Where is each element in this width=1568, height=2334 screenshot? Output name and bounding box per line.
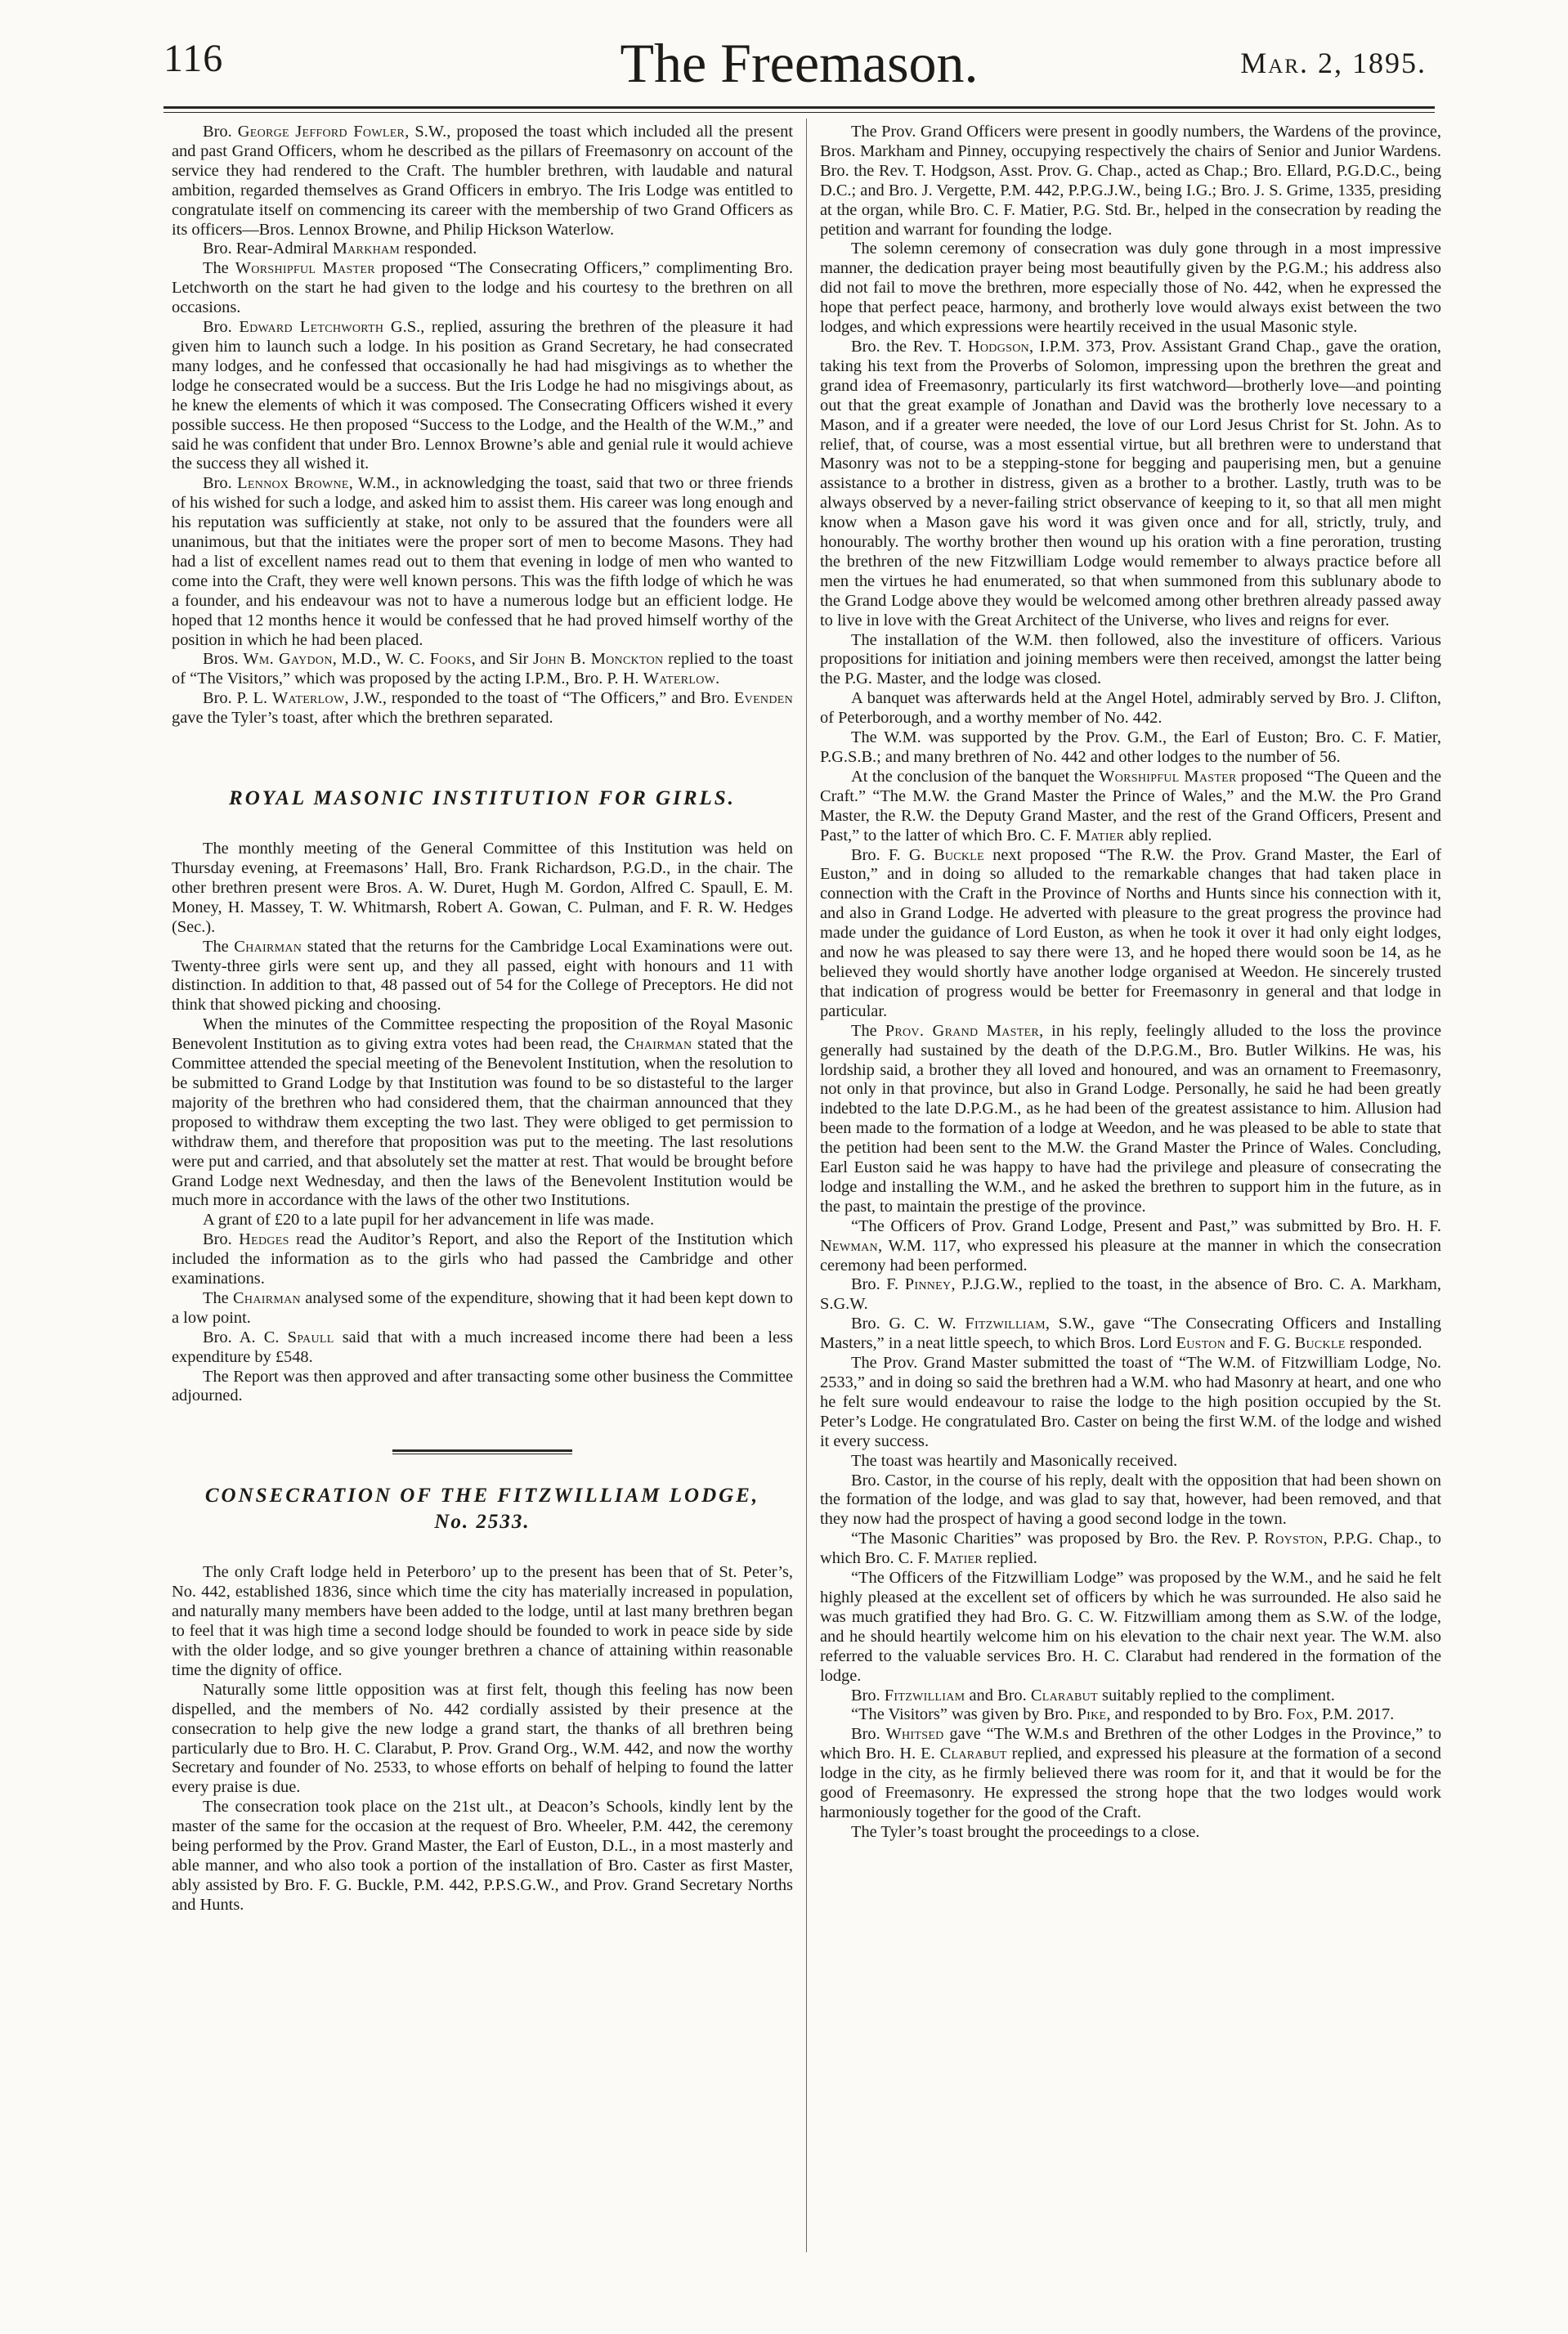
small-caps-name: Fitzwilliam <box>884 1686 965 1705</box>
text-run: Naturally some little opposition was at first felt, though this feeling has now been dispelled, and the members of No. 442 cordially assisted by their presence at the consecration to help give the new lodge a grand start, the thanks of all brethren being particularly due to Bro. H. C. Clarabut, P. Prov. Grand Org., W.M. 442, and now the worthy Secretary and founder of No. 2533, to whose efforts on behalf of helping to found the latter every praise is due. <box>172 1680 793 1797</box>
paragraph <box>820 689 1441 728</box>
text-run: Bro. F. <box>851 1275 905 1294</box>
paragraph <box>820 338 1441 631</box>
small-caps-name: Buckle <box>933 845 984 864</box>
text-run: replied. <box>983 1549 1037 1568</box>
paragraph <box>172 840 793 938</box>
small-caps-name: Chairman <box>233 1288 301 1307</box>
text-run: responded. <box>1345 1334 1422 1353</box>
text-run: The <box>203 1288 234 1307</box>
text-run: proposed “The Queen and the Craft.” “The M.W. the Grand Master the Prince of Wales,” and the M.W. the Pro Grand Master, the R.W. the Deputy Grand Master, and the rest of the Grand Officers, Present and Past,” to the latter of which Bro. C. F. <box>820 767 1441 844</box>
text-run: replied, and expressed his pleasure at the formation of a second lodge in the city, as he firmly believed there was room for it, and that it would be for the good of Freemasonry. He expressed the strong hope that the two lodges would work harmoniously together for the good of the Craft. <box>820 1745 1441 1821</box>
text-run: The consecration took place on the 21st ult., at Deacon’s Schools, kindly lent by the master of the same for the occasion at the request of Bro. Wheeler, P.M. 442, the ceremony being performed by the Prov. Grand Master, the Earl of Euston, D.L., in a most masterly and able manner, and who also took a portion of the installation of Bro. Caster as first Master, ably assisted by Bro. F. G. Buckle, P.M. 442, P.P.S.G.W., and Prov. Grand Secretary Norths and Hunts. <box>172 1798 793 1914</box>
small-caps-name: Matier <box>1075 826 1125 844</box>
text-run: , W.M., in acknowledging the toast, said that two or three friends of his wished for such a lodge, and asked him to assist them. His career was long enough and his reputation was sufficiently at stake, not only to be assured that the founders were all unanimous, but that the initiates were the proper sort of men to become Masons. They had had a list of excellent names read out to them that evening in lodge of men who wanted to come into the Craft, they were well known persons. This was the fifth lodge of which he was a founder, and his endeavour was not to have a numerous lodge but an efficient lodge. He hoped that 12 months hence it would be confessed that he had proved himself worthy of the position in which he had been placed. <box>172 474 793 649</box>
small-caps-name: Pike <box>1077 1705 1107 1724</box>
text-run: The installation of the W.M. then followed, also the investiture of officers. Various propositions for initiation and joining members were then received, amongst the latter being the P.G. Master, and the lodge was closed. <box>820 630 1441 688</box>
text-run: analysed some of the expenditure, showing that it had been kept down to a low point. <box>172 1288 793 1327</box>
header-rule <box>164 106 1435 109</box>
paragraph <box>172 1230 793 1289</box>
page-header <box>164 31 1435 105</box>
small-caps-name: Evenden <box>733 689 793 708</box>
paragraph <box>172 689 793 728</box>
paragraph <box>820 1217 1441 1276</box>
text-run: The <box>851 1021 885 1040</box>
small-caps-name: Hedges <box>239 1230 289 1249</box>
heading-text: ROYAL MASONIC INSTITUTION FOR GIRLS. <box>229 787 736 810</box>
text-run: “The Officers of the Fitzwilliam Lodge” was proposed by the W.M., and he said he felt highly pleased at the excellent set of officers by which he was surrounded. He also said he was much gratified they had Bro. G. C. W. Fitzwilliam among them as S.W. of the lodge, and he should heartily welcome him on his elevation to the chair next year. The W.M. also referred to the valuable services Bro. H. C. Clarabut had rendered in the formation of the lodge. <box>820 1569 1441 1685</box>
masthead-title: The Freemason. <box>620 32 979 94</box>
text-run: replied to the toast of “The Visitors,” which was proposed by the acting I.P.M., Bro. P. H. <box>172 650 793 688</box>
text-run: “The Officers of Prov. Grand Lodge, Present and Past,” was submitted by Bro. H. F. <box>851 1216 1441 1235</box>
small-caps-name: Prov. Grand Master <box>885 1021 1040 1040</box>
text-run: and F. G. <box>1225 1334 1295 1353</box>
small-caps-name: Buckle <box>1294 1334 1346 1353</box>
text-run: , P.J.G.W., replied to the toast, in the absence of Bro. C. A. Markham, S.G.W. <box>820 1275 1441 1314</box>
small-caps-name: Hodgson <box>967 337 1030 356</box>
text-run: , W.M. 117, who expressed his pleasure at the manner in which the consecration ceremony had been performed. <box>820 1236 1441 1275</box>
text-run: “The Visitors” was given by Bro. <box>851 1705 1077 1724</box>
small-caps-name: John B. Monckton <box>533 650 664 669</box>
small-caps-name: Fitzwilliam <box>965 1315 1046 1333</box>
paragraph <box>172 123 793 240</box>
text-run: stated that the Committee attended the special meeting of the Benevolent Institution, when the resolution to be submitted to Grand Lodge by that Institution was found to be so distasteful to the larger majority of the brethren who had considered them, that the chairman announced that they proposed to withdraw them excepting the two last. They were obliged to get permission to withdraw them, and therefore that proposition was put to the meeting. The last resolutions were put and carried, and that absolutely set the matter at rest. That would be brought before Grand Lodge next Wednesday, and then the laws of the Benevolent Institution would be much more in accordance with the laws of the other two Institutions. <box>172 1035 793 1210</box>
small-caps-name: Clarabut <box>1030 1686 1098 1705</box>
text-run: Bro. F. G. <box>851 845 934 864</box>
small-caps-name: Worshipful Master <box>235 259 375 278</box>
paragraph <box>820 1452 1441 1472</box>
text-run: The Tyler’s toast brought the proceedings to a close. <box>851 1822 1200 1841</box>
text-run: and Bro. <box>965 1686 1031 1705</box>
text-run: Bro. <box>851 1725 886 1744</box>
paragraph <box>820 1687 1441 1706</box>
paragraph <box>172 240 793 259</box>
small-caps-name: Newman <box>820 1236 878 1255</box>
small-caps-name: Chairman <box>624 1035 692 1054</box>
text-run: gave the Tyler’s toast, after which the brethren separated. <box>172 709 553 728</box>
heading-text: CONSECRATION OF THE FITZWILLIAM LODGE, <box>204 1485 760 1507</box>
small-caps-name: Worshipful Master <box>1099 767 1237 786</box>
paragraph <box>172 1368 793 1407</box>
text-run: Bro. <box>851 1686 885 1705</box>
paragraph <box>820 1472 1441 1530</box>
paragraph <box>172 1211 793 1230</box>
small-caps-name: Euston <box>1176 1334 1226 1353</box>
small-caps-name: Royston <box>1264 1530 1324 1548</box>
text-run: , J.W., responded to the toast of “The Officers,” and Bro. <box>344 689 734 708</box>
paragraph <box>820 1315 1441 1354</box>
text-run: gave “The W.M.s and Brethren of the other Lodges in the Province,” to which Bro. H. E. <box>820 1725 1441 1763</box>
text-run: The Prov. Grand Officers were present in goodly numbers, the Wardens of the province, Bros. Markham and Pinney, occupying respectively the chairs of Senior and Junior Wardens. Bro. the Rev. T. Hodgson, Asst. Prov. G. Chap., acted as Chap.; Bro. Ellard, P.G.D.C., being D.C.; and Bro. J. Vergette, P.M. 442, P.P.G.J.W., being I.G.; Bro. J. S. Grime, 1335, presiding at the organ, while Bro. C. F. Matier, P.G. Std. Br., helped in the consecration by reading the petition and warrant for founding the lodge. <box>820 123 1441 239</box>
right-column <box>820 123 1441 2265</box>
paragraph <box>172 259 793 318</box>
small-caps-name: Wm. Gaydon <box>243 650 333 669</box>
paragraph <box>172 1015 793 1211</box>
text-run: Bro. P. L. <box>203 689 272 708</box>
paragraph <box>820 631 1441 690</box>
text-run: The only Craft lodge held in Peterboro’ up to the present has been that of St. Peter’s, No. 442, established 1836, since which time the city has materially increased in population, and naturally many members have been added to the lodge, until at last many brethren began to feel that it was high time a second lodge should be founded to work in peace side by side with the older lodge, and so give younger brethren a chance of attaining within reasonable time the dignity of office. <box>172 1563 793 1679</box>
paragraph <box>172 1798 793 1915</box>
paragraph <box>820 123 1441 240</box>
text-run: Bros. <box>203 650 244 669</box>
text-run: The W.M. was supported by the Prov. G.M., the Earl of Euston; Bro. C. F. Matier, P.G.S.B.; and many brethren of No. 442 and other lodges to the number of 56. <box>820 728 1441 766</box>
text-run: Bro. A. C. <box>203 1328 288 1346</box>
small-caps-name: Edward Letchworth <box>239 318 384 337</box>
text-run: A banquet was afterwards held at the Angel Hotel, admirably served by Bro. J. Clifton, of Peterborough, and a worthy member of No. 442. <box>820 689 1441 728</box>
small-caps-name: Lennox Browne <box>237 474 349 493</box>
small-caps-name: Clarabut <box>939 1745 1007 1763</box>
text-run: At the conclusion of the banquet the <box>851 767 1100 786</box>
text-run: Bro. the Rev. T. <box>851 337 968 356</box>
small-caps-name: Waterlow <box>643 670 716 688</box>
issue-date: Mar. 2, 1895. <box>1240 47 1427 79</box>
text-run: , and Sir <box>471 650 533 669</box>
text-run: responded. <box>400 240 477 258</box>
text-run: The Prov. Grand Master submitted the toast of “The W.M. of Fitzwilliam Lodge, No. 2533,” and in doing so said the brethren had a W.M. who had Masonry at heart, and one who he felt sure would endeavour to raise the lodge to the high position occupied by the St. Peter’s Lodge. He congratulated Bro. Caster on being the first W.M. of the lodge and wished it every success. <box>820 1354 1441 1450</box>
header-rule-thin <box>164 112 1435 113</box>
paragraph <box>172 938 793 1016</box>
paragraph <box>820 1022 1441 1217</box>
text-run: stated that the returns for the Cambridge Local Examinations were out. Twenty-three girls were sent up, and they all passed, eight with honours and 11 with distinction. In addition to that, 48 passed out of 54 for the College of Preceptors. He did not think that showed picking and choosing. <box>172 937 793 1015</box>
text-run: , P.P.G. Chap., to which Bro. C. F. <box>820 1530 1441 1568</box>
paragraph <box>820 768 1441 846</box>
text-run: The monthly meeting of the General Committee of this Institution was held on Thursday evening, at Freemasons’ Hall, Bro. Frank Richardson, P.G.D., in the chair. The other brethren present were Bros. A. W. Duret, Hugh M. Gordon, Alfred C. Spaull, E. M. Money, H. Massey, T. W. Whitmarsh, Robert A. Gowan, C. Pulman, and F. R. W. Hedges (Sec.). <box>172 840 793 936</box>
page-number: 116 <box>164 37 224 80</box>
small-caps-name: W. C. Fooks <box>385 650 472 669</box>
paragraph <box>820 846 1441 1022</box>
text-run: , and responded to by Bro. <box>1106 1705 1288 1724</box>
text-run: ably replied. <box>1124 826 1212 844</box>
small-caps-name: Waterlow <box>271 689 345 708</box>
small-caps-name: Fox <box>1287 1705 1314 1724</box>
text-run: , S.W., gave “The Consecrating Officers and Installing Masters,” in a neat little speech, to which Bros. Lord <box>820 1315 1441 1353</box>
text-run: next proposed “The R.W. the Prov. Grand Master, the Earl of Euston,” and in doing so alluded to the remarkable changes that had taken place in connection with the Craft in the Province of Norths and Hunts since his connection with it, and also in Grand Lodge. He adverted with pleasure to the great progress the province had made under the guidance of Lord Euston, as when he took it over it had only eight lodges, and now he was pleased to say there were 13, and he hoped there would soon be 14, as he believed they would shortly have another lodge organised at Weedon. He sincerely trusted that indication of progress would be better for Freemasonry in general and that lodge in particular. <box>820 845 1441 1020</box>
paragraph <box>820 1569 1441 1686</box>
paragraph <box>820 728 1441 768</box>
text-run: read the Auditor’s Report, and also the Report of the Institution which included the information as to the girls who had passed the Cambridge and other examinations. <box>172 1230 793 1288</box>
paragraph <box>820 1354 1441 1452</box>
text-run: suitably replied to the compliment. <box>1097 1686 1335 1705</box>
paragraph <box>172 1681 793 1798</box>
text-run: The <box>203 937 235 956</box>
paragraph <box>820 1725 1441 1823</box>
text-run: A grant of £20 to a late pupil for her advancement in life was made. <box>203 1211 655 1230</box>
small-caps-name: Spaull <box>287 1328 334 1346</box>
paragraph <box>820 1705 1441 1725</box>
section-heading-consecration <box>172 1483 793 1535</box>
text-run: , I.P.M. 373, Prov. Assistant Grand Chap., gave the oration, taking his text from the Proverbs of Solomon, impressing upon the brethren the great and grand idea of Freemasonry, particularly its first watchword—brotherly love—and pointing out that the great example of Jonathan and David was the brotherly love necessary to a Mason, and if a greater were needed, the love of our Lord Jesus Christ for St. John. As to relief, that, of course, was a most essential virtue, but all brethren were to understand that Masonry was not to be a stepping-stone for begging and pauperising men, but a genuine assistance to a brother in distress, given as a brother to a brother. Lastly, truth was to be always observed by a never-failing strict observance of keeping to it, so that all men might know when a Mason gave his word it was given once and for all, strictly, truly, and honourably. The worthy brother then wound up his oration with a fine peroration, trusting the brethren of the new Fitzwilliam Lodge would remember to always practice before all men the virtues he had enumerated, so that when summoned from this sublunary abode to the Grand Lodge above they would be welcomed among other brethren already passed away to live in love with the Great Architect of the Universe, who lives and reigns for ever. <box>820 337 1441 629</box>
paragraph <box>820 240 1441 338</box>
small-caps-name: Chairman <box>234 937 302 956</box>
text-run: Bro. Castor, in the course of his reply, dealt with the opposition that had been shown on the formation of the lodge, and was glad to say that, however, had been removed, and that they now had the prospect of having a good second lodge in the town. <box>820 1471 1441 1529</box>
text-run: said that with a much increased income there had been a less expenditure by £548. <box>172 1328 793 1366</box>
text-run: Bro. <box>203 123 238 141</box>
small-caps-name: Whitsed <box>885 1725 944 1744</box>
section-heading-girls-institution <box>172 786 793 812</box>
small-caps-name: Markham <box>332 240 401 258</box>
text-run: , P.M. 2017. <box>1313 1705 1395 1724</box>
column-divider <box>806 119 807 2252</box>
text-run: Bro. Rear-Admiral <box>203 240 333 258</box>
text-run: Bro. <box>203 318 240 337</box>
text-run: , S.W., proposed the toast which included all the present and past Grand Officers, whom he described as the pillars of Freemasonry on account of the service they had rendered to the Craft. The humbler brethren, with laudable and natural ambition, regarded themselves as Grand Officers in embryo. The Iris Lodge was entitled to congratulate itself on commencing its career with the membership of two Grand Officers as its officers—Bros. Lennox Browne, and Philip Hickson Waterlow. <box>172 123 793 239</box>
paragraph <box>172 1328 793 1368</box>
text-run: The solemn ceremony of consecration was duly gone through in a most impressive manner, the dedication prayer being most beautifully given by the P.G.M.; his address also did not fail to move the brethren, more especially those of No. 442, when he expressed the hope that perfect peace, harmony, and brotherly love would always exist between the two lodges, and which expressions were heartily received in the usual Masonic style. <box>820 240 1441 337</box>
text-run: , in his reply, feelingly alluded to the loss the province generally had sustained by the death of the D.P.G.M., Bro. Butler Wilkins. He was, his lordship said, a brother they all loved and honoured, and was an ornament to Freemasonry, not only in that province, but also in Grand Lodge. Personally, he said he had been greatly indebted to the late D.P.G.M., as he had been of the greatest assistance to him. Allusion had been made to the formation of a lodge at Weedon, and he was pleased to be able to state that the petition had been sent to the M.W. the Grand Master the Prince of Wales. Concluding, Earl Euston said he was happy to have had the privilege and pleasure of consecrating the lodge and installing the W.M., and he asked the brethren to support him in the future, as in the past, to maintain the prestige of the province. <box>820 1021 1441 1216</box>
text-run: The toast was heartily and Masonically received. <box>851 1451 1178 1470</box>
paragraph <box>172 1289 793 1328</box>
lodge-number: No. 2533. <box>434 1511 531 1534</box>
small-caps-name: Matier <box>934 1549 983 1568</box>
text-run: . <box>715 670 720 688</box>
text-run: The <box>203 259 235 278</box>
paragraph <box>172 474 793 650</box>
text-run: “The Masonic Charities” was proposed by Bro. the Rev. P. <box>851 1530 1265 1548</box>
paragraph <box>172 318 793 474</box>
text-run: , M.D., <box>332 650 386 669</box>
text-run: Bro. <box>203 474 238 493</box>
paragraph <box>820 1275 1441 1315</box>
text-run: proposed “The Consecrating Officers,” complimenting Bro. Letchworth on the start he had given to the lodge and his courtesy to the brethren on all occasions. <box>172 259 793 317</box>
text-run: Bro. <box>203 1230 240 1249</box>
text-run: When the minutes of the Committee respecting the proposition of the Royal Masonic Benevolent Institution as to giving extra votes had been read, the <box>172 1015 793 1054</box>
section-separator <box>172 1447 793 1455</box>
paragraph <box>820 1823 1441 1843</box>
text-run: The Report was then approved and after transacting some other business the Committee adjourned. <box>172 1367 793 1405</box>
text-run: G.S., replied, assuring the brethren of the pleasure it had given him to launch such a lodge. In his position as Grand Secretary, he had consecrated many lodges, and he confessed that occasionally he had had misgivings as to whether the lodge he consecrated would be a success. But the Iris Lodge he had no misgivings about, as he knew the elements of which it was composed. The Consecrating Officers wished it every possible success. He then proposed “Success to the Lodge, and the Health of the W.M.,” and said he was confident that under Bro. Lennox Browne’s able and genial rule it would achieve the success they all wished it. <box>172 318 793 473</box>
small-caps-name: Pinney <box>904 1275 952 1294</box>
left-column <box>172 123 793 2265</box>
paragraph <box>820 1530 1441 1569</box>
paragraph <box>172 1563 793 1680</box>
paragraph <box>172 650 793 689</box>
text-run: Bro. G. C. W. <box>851 1315 965 1333</box>
small-caps-name: George Jefford Fowler <box>237 123 405 141</box>
